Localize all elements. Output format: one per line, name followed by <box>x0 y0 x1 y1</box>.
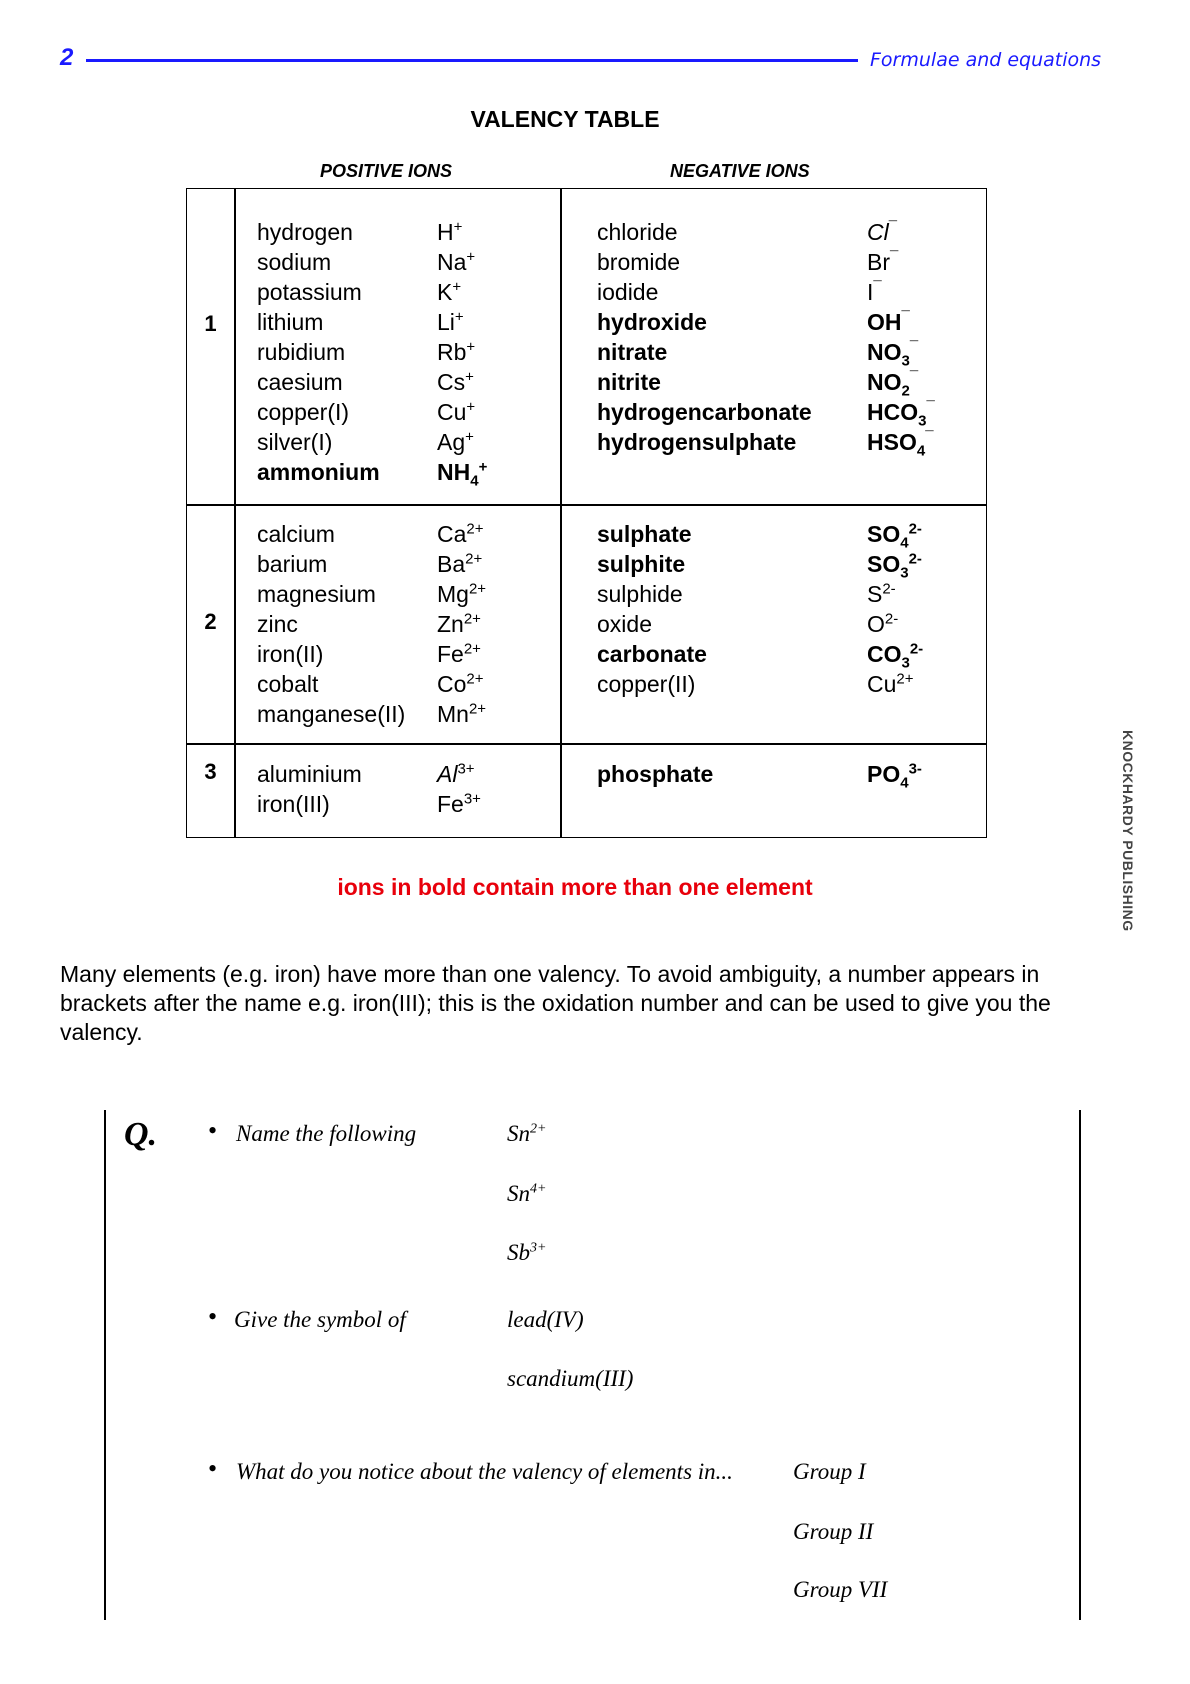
ion-name: calcium <box>257 521 335 547</box>
formula-charge: 2- <box>884 610 899 628</box>
positive-ions-group-2 <box>257 519 547 729</box>
ion-row <box>257 397 547 427</box>
name-item: $Sn^{2+}$ <box>507 1121 547 1146</box>
ion-formula <box>867 609 898 639</box>
formula-base: H <box>437 219 454 245</box>
formula-charge: ¯ <box>890 248 899 266</box>
symbol-item: scandium(III) <box>507 1366 634 1391</box>
formula-base: K <box>437 279 453 305</box>
formula-charge: 2- <box>908 550 922 568</box>
question-box-right-rule <box>1079 1110 1081 1620</box>
formula-base: Fe <box>437 641 464 667</box>
ion-row <box>597 307 967 337</box>
ion-row <box>257 217 547 247</box>
formula-base: Br <box>867 249 890 275</box>
formula-charge: + <box>466 398 476 416</box>
formula-subscript: 2 <box>901 382 910 400</box>
formula-base: Cs <box>437 369 466 395</box>
ion-name: hydrogensulphate <box>597 429 797 455</box>
ion-row <box>597 639 967 672</box>
ion-formula <box>437 759 475 789</box>
formula-charge: ¯ <box>925 428 934 446</box>
valency-label: 1 <box>204 311 217 336</box>
formula-base: O <box>867 611 885 637</box>
ion-formula <box>437 579 486 609</box>
formula-subscript: 4 <box>900 774 909 792</box>
formula-charge: 2+ <box>463 640 481 658</box>
formula-charge: + <box>454 308 464 326</box>
ion-name: phosphate <box>597 761 714 787</box>
ion-name: potassium <box>257 279 362 305</box>
ion-formula <box>867 397 935 430</box>
ion-formula <box>437 427 474 457</box>
ion-formula <box>867 247 898 277</box>
ion-name: iron(II) <box>257 641 324 667</box>
ion-formula <box>867 367 919 400</box>
ion-row <box>257 669 547 699</box>
ion-formula <box>867 519 922 552</box>
formula-charge: 2+ <box>466 670 484 688</box>
valency-label: 3 <box>204 759 217 784</box>
formula-base: Ag <box>437 429 466 455</box>
ion-name: rubidium <box>257 339 346 365</box>
ion-row <box>257 519 547 549</box>
ion-name: lithium <box>257 309 324 335</box>
ion-formula <box>867 759 922 792</box>
table-divider <box>560 189 562 837</box>
formula-base: SO <box>867 521 901 547</box>
ion-formula <box>437 699 486 729</box>
ion-name: ammonium <box>257 459 380 485</box>
formula-charge: + <box>466 248 476 266</box>
ion-row <box>597 759 967 792</box>
formula-subscript: 3 <box>901 654 910 672</box>
ion-formula <box>867 307 910 337</box>
ion-row <box>597 277 967 307</box>
formula-subscript: 3 <box>918 412 927 430</box>
negative-ions-heading: NEGATIVE IONS <box>670 161 810 181</box>
formula-charge: 2- <box>908 520 922 538</box>
ion-name: hydrogencarbonate <box>597 399 812 425</box>
ion-formula <box>437 247 475 277</box>
formula-base: NO <box>867 369 902 395</box>
ion-name: silver(I) <box>257 429 333 455</box>
formula-base: Co <box>437 671 467 697</box>
ion-name: iodide <box>597 279 659 305</box>
formula-charge: 3- <box>908 760 922 778</box>
ion-name: sulphite <box>597 551 686 577</box>
ion-row <box>597 397 967 430</box>
name-item: $Sb^{3+}$ <box>507 1240 547 1265</box>
header-rule <box>86 59 858 62</box>
ion-name: aluminium <box>257 761 362 787</box>
section-title: Formulae and equations <box>870 49 1102 71</box>
question-label: Q. <box>124 1116 158 1153</box>
ion-name: nitrate <box>597 339 668 365</box>
formula-base: S <box>867 581 883 607</box>
table-title: VALENCY TABLE <box>470 106 660 132</box>
formula-charge: 2+ <box>468 700 487 718</box>
ion-formula <box>437 397 475 427</box>
name-item: $Sn^{4+}$ <box>507 1181 547 1206</box>
positive-ions-group-1 <box>257 217 547 490</box>
bullet-icon: • <box>208 1454 218 1483</box>
publisher-sidebar: KNOCKHARDY PUBLISHING <box>1120 730 1136 932</box>
symbol-item: lead(IV) <box>507 1307 584 1332</box>
ion-row <box>257 457 547 490</box>
ion-row <box>597 247 967 277</box>
question-box-left-rule <box>104 1110 106 1620</box>
name-prompt: Name the following <box>236 1121 417 1146</box>
ion-name: caesium <box>257 369 343 395</box>
ion-row <box>257 307 547 337</box>
formula-base: Ca <box>437 521 467 547</box>
ion-formula <box>437 457 488 490</box>
formula-charge: + <box>452 278 462 296</box>
formula-base: OH <box>867 309 902 335</box>
formula-charge: ¯ <box>926 398 935 416</box>
ion-name: oxide <box>597 611 652 637</box>
positive-ions-heading: POSITIVE IONS <box>320 161 453 181</box>
ion-name: iron(III) <box>257 791 330 817</box>
formula-subscript: 4 <box>470 472 479 490</box>
formula-charge: ¯ <box>909 338 919 356</box>
formula-charge: ¯ <box>901 308 910 326</box>
ion-row <box>257 639 547 669</box>
formula-base: Zn <box>437 611 464 637</box>
formula-base: HSO <box>867 429 917 455</box>
ion-row <box>257 277 547 307</box>
formula-charge: 2+ <box>468 580 487 598</box>
ion-formula <box>437 519 484 549</box>
ion-formula <box>867 217 897 247</box>
ion-formula <box>437 789 481 819</box>
formula-base: HCO <box>867 399 919 425</box>
formula-subscript: 4 <box>916 442 926 460</box>
formula-charge: ¯ <box>909 368 919 386</box>
ion-formula <box>867 579 896 609</box>
formula-base: Li <box>437 309 455 335</box>
symbol-prompt: Give the symbol of <box>234 1307 406 1332</box>
formula-subscript: 4 <box>900 534 909 552</box>
ion-formula <box>867 549 922 582</box>
ion-row <box>257 367 547 397</box>
ion-row <box>257 337 547 367</box>
ion-row <box>597 367 967 400</box>
ion-name: copper(I) <box>257 399 350 425</box>
formula-base: Cu <box>437 399 467 425</box>
ion-formula <box>867 277 882 307</box>
ion-row <box>257 609 547 639</box>
ion-name: manganese(II) <box>257 701 406 727</box>
formula-base: NH <box>437 459 471 485</box>
ion-row <box>597 337 967 370</box>
ion-formula <box>867 639 924 672</box>
bullet-icon: • <box>208 1302 218 1331</box>
negative-ions-group-2 <box>597 519 967 699</box>
formula-charge: 2+ <box>465 550 483 568</box>
ion-formula <box>867 337 919 370</box>
ion-formula <box>437 307 464 337</box>
formula-charge: 2+ <box>466 520 484 538</box>
bullet-icon: • <box>208 1116 218 1145</box>
ion-name: sodium <box>257 249 332 275</box>
formula-base: Fe <box>437 791 464 817</box>
ion-row <box>597 427 967 460</box>
ion-name: bromide <box>597 249 681 275</box>
formula-charge: + <box>453 218 463 236</box>
ion-name: zinc <box>257 611 298 637</box>
ion-formula <box>437 669 484 699</box>
ion-row <box>597 217 967 247</box>
ion-name: barium <box>257 551 328 577</box>
ion-formula <box>437 609 481 639</box>
formula-base: NO <box>867 339 902 365</box>
formula-base: Ba <box>437 551 466 577</box>
ion-formula <box>437 549 482 579</box>
valency-table <box>186 188 987 838</box>
formula-charge: + <box>478 458 488 476</box>
ion-row <box>257 247 547 277</box>
ion-name: hydroxide <box>597 309 707 335</box>
formula-subscript: 3 <box>900 564 909 582</box>
formula-charge: 2+ <box>896 670 914 688</box>
ion-name: cobalt <box>257 671 319 697</box>
bold-ions-note: ions in bold contain more than one element <box>337 874 813 900</box>
ion-row <box>257 427 547 457</box>
formula-base: Rb <box>437 339 467 365</box>
valency-prompt: What do you notice about the valency of elements in... <box>236 1459 733 1484</box>
ion-row <box>257 699 547 729</box>
formula-base: SO <box>867 551 901 577</box>
ion-row <box>597 579 967 609</box>
ion-formula <box>437 217 462 247</box>
ion-name: nitrite <box>597 369 661 395</box>
formula-charge: 3+ <box>457 760 475 778</box>
ion-name: copper(II) <box>597 671 696 697</box>
positive-ions-group-3 <box>257 759 547 819</box>
ion-row <box>597 609 967 639</box>
page-number: 2 <box>60 44 74 71</box>
formula-charge: + <box>466 338 476 356</box>
group-item: Group I <box>793 1459 866 1484</box>
ion-name: hydrogen <box>257 219 353 245</box>
ion-name: sulphate <box>597 521 692 547</box>
formula-charge: 2- <box>882 580 896 598</box>
ion-row <box>597 549 967 582</box>
ion-formula <box>437 367 474 397</box>
formula-base: Mn <box>437 701 469 727</box>
formula-charge: + <box>465 428 474 446</box>
formula-charge: + <box>465 368 474 386</box>
table-divider <box>234 189 236 837</box>
ion-formula <box>867 427 934 460</box>
ion-formula <box>437 639 481 669</box>
table-divider <box>187 504 986 506</box>
formula-charge: 3+ <box>463 790 481 808</box>
group-item: Group II <box>793 1519 874 1544</box>
ion-row <box>257 789 547 819</box>
ion-name: magnesium <box>257 581 376 607</box>
group-item: Group VII <box>793 1577 888 1602</box>
ion-name: carbonate <box>597 641 707 667</box>
formula-base: CO <box>867 641 902 667</box>
ion-row <box>597 519 967 552</box>
formula-subscript: 3 <box>901 352 910 370</box>
formula-base: PO <box>867 761 901 787</box>
ion-row <box>257 759 547 789</box>
negative-ions-group-3 <box>597 759 967 792</box>
explanation-paragraph: Many elements (e.g. iron) have more than one valency. To avoid ambiguity, a number appears in brackets after the name e.g. iron(III); this is the oxidation number and can be used to give you the valency. <box>60 961 1051 1045</box>
ion-name: chloride <box>597 219 678 245</box>
ion-formula <box>867 669 914 699</box>
valency-label: 2 <box>204 609 217 634</box>
formula-base: Al <box>437 761 458 787</box>
ion-row <box>597 669 967 699</box>
formula-charge: 2- <box>909 640 924 658</box>
formula-base: Na <box>437 249 467 275</box>
formula-charge: 2+ <box>463 610 481 628</box>
ion-name: sulphide <box>597 581 683 607</box>
table-divider <box>187 743 986 745</box>
ion-row <box>257 549 547 579</box>
ion-formula <box>437 337 475 367</box>
formula-base: Mg <box>437 581 469 607</box>
ion-formula <box>437 277 461 307</box>
formula-base: Cu <box>867 671 897 697</box>
formula-base: I <box>867 279 874 305</box>
formula-base: Cl <box>867 219 889 245</box>
formula-charge: ¯ <box>888 218 898 236</box>
formula-charge: ¯ <box>873 278 882 296</box>
ion-row <box>257 579 547 609</box>
negative-ions-group-1 <box>597 217 967 460</box>
